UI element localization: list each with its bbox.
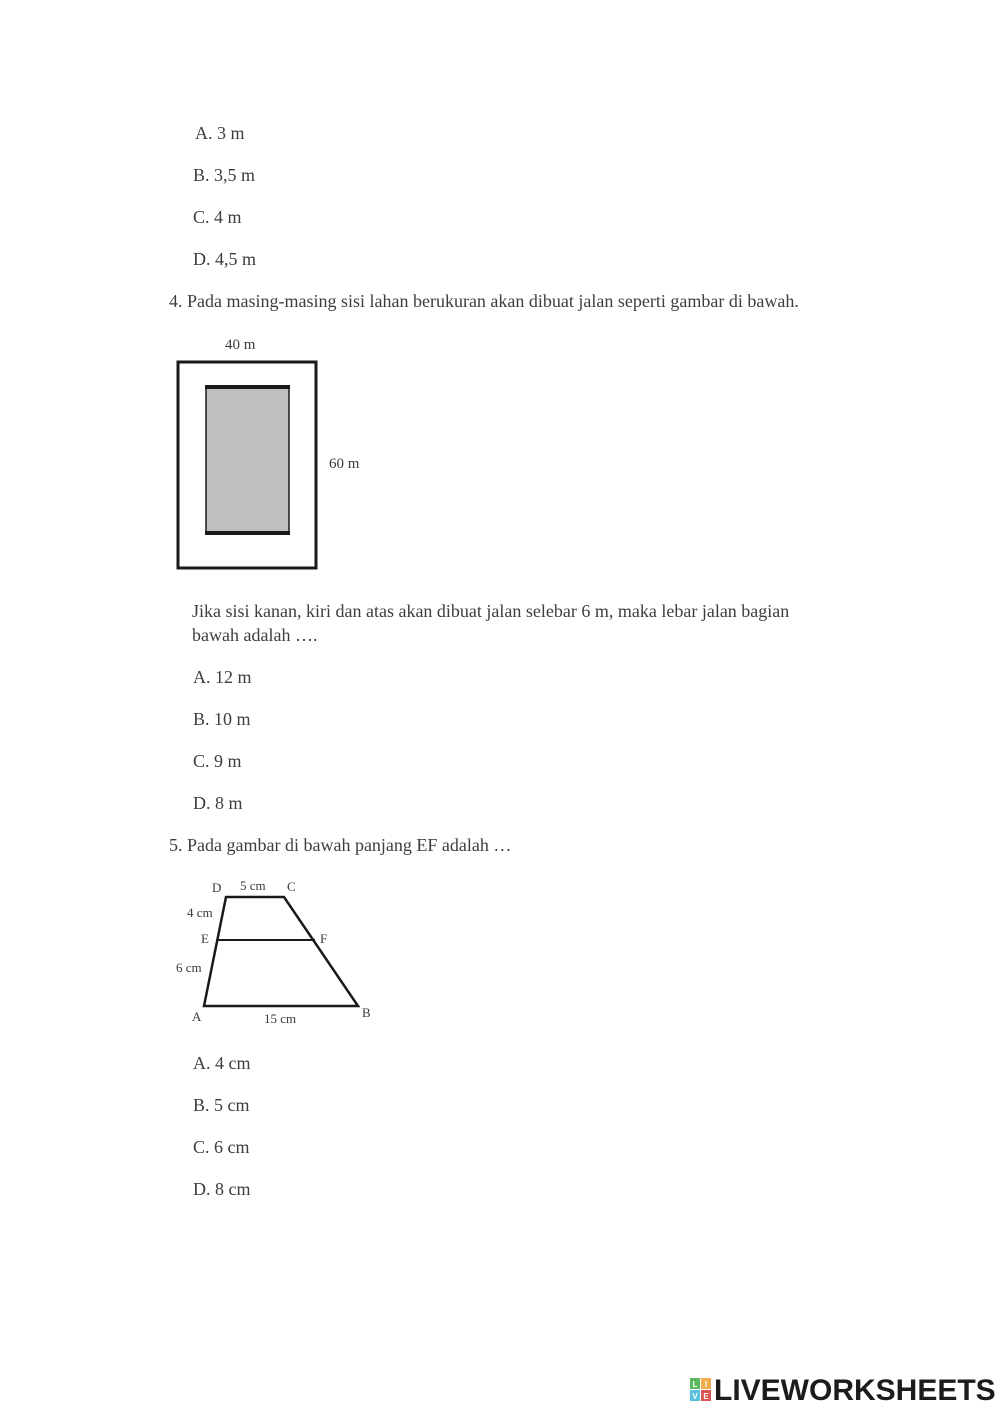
q4-height-label: 60 m bbox=[329, 456, 360, 472]
liveworksheets-wordmark: LIVEWORKSHEETS bbox=[714, 1374, 996, 1407]
q5-label-c: C bbox=[287, 879, 296, 894]
q5-label-e: E bbox=[201, 931, 209, 946]
q5-option-a[interactable]: A. 4 cm bbox=[193, 1053, 251, 1073]
q4-option-b[interactable]: B. 10 m bbox=[193, 709, 251, 729]
svg-text:E: E bbox=[703, 1392, 709, 1401]
q5-label-ea: 6 cm bbox=[176, 960, 202, 975]
q5-option-d[interactable]: D. 8 cm bbox=[193, 1179, 251, 1199]
q3-option-b[interactable]: B. 3,5 m bbox=[193, 165, 256, 185]
q3-option-c[interactable]: C. 4 m bbox=[193, 207, 242, 227]
q4-width-label: 40 m bbox=[225, 337, 256, 353]
q5-label-a: A bbox=[192, 1009, 202, 1024]
svg-text:V: V bbox=[692, 1392, 698, 1401]
q4-inner-field bbox=[206, 387, 289, 533]
q5-label-dc: 5 cm bbox=[240, 878, 266, 893]
q5-label-d: D bbox=[212, 880, 222, 895]
q5-question: 5. Pada gambar di bawah panjang EF adalah … bbox=[169, 835, 512, 855]
q4-question: 4. Pada masing-masing sisi lahan berukuran akan dibuat jalan seperti gambar di bawah. bbox=[169, 291, 799, 311]
q5-label-de: 4 cm bbox=[187, 905, 213, 920]
q5-option-b[interactable]: B. 5 cm bbox=[193, 1095, 250, 1115]
liveworksheets-brand bbox=[690, 1374, 996, 1408]
q4-land-figure bbox=[170, 330, 380, 575]
q4-option-c[interactable]: C. 9 m bbox=[193, 751, 242, 771]
q5-label-b: B bbox=[362, 1005, 371, 1020]
q4-option-d[interactable]: D. 8 m bbox=[193, 793, 243, 813]
svg-text:L: L bbox=[692, 1380, 698, 1389]
liveworksheets-logo-icon bbox=[690, 1378, 712, 1402]
q4-text-line1: Jika sisi kanan, kiri dan atas akan dibuat jalan selebar 6 m, maka lebar jalan bagian bbox=[192, 601, 790, 621]
q4-text-line2: bawah adalah …. bbox=[192, 625, 318, 645]
q5-trapezoid-figure bbox=[170, 872, 385, 1032]
svg-text:I: I bbox=[704, 1380, 708, 1389]
q4-option-a[interactable]: A. 12 m bbox=[193, 667, 252, 687]
q3-option-d[interactable]: D. 4,5 m bbox=[193, 249, 256, 269]
q5-trapezoid bbox=[204, 897, 358, 1006]
q5-label-f: F bbox=[320, 931, 328, 946]
q5-label-ab: 15 cm bbox=[264, 1011, 297, 1026]
q5-option-c[interactable]: C. 6 cm bbox=[193, 1137, 250, 1157]
q3-option-a[interactable]: A. 3 m bbox=[195, 123, 245, 143]
